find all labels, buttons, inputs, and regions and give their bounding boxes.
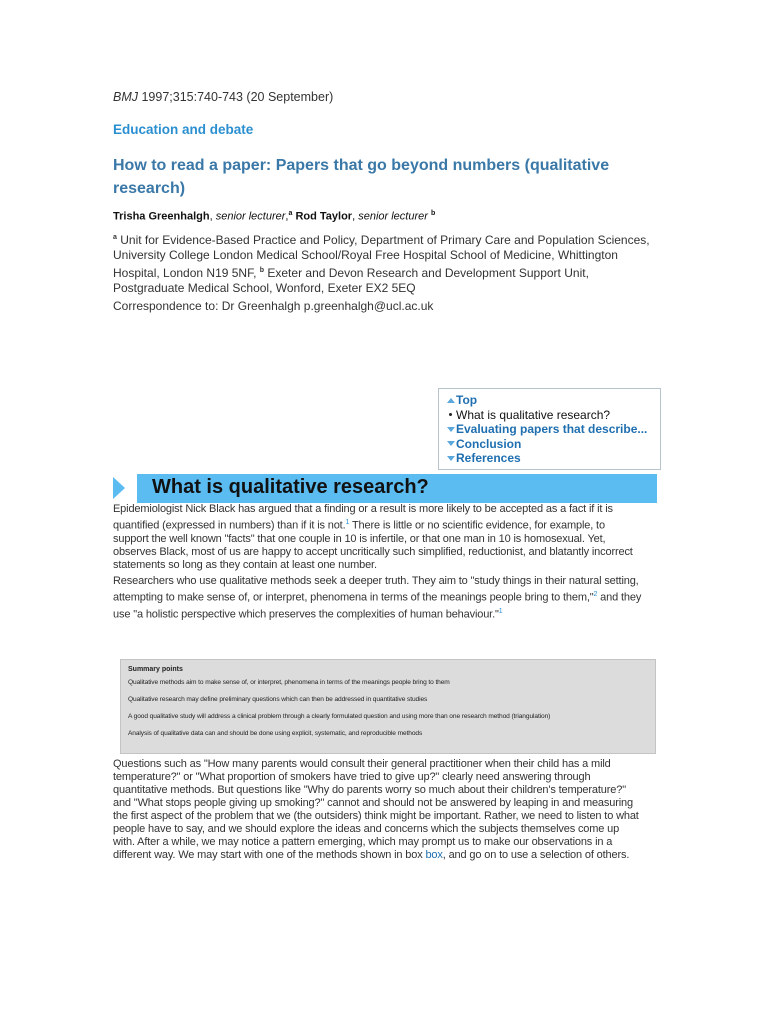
- paragraph-3-text-a: Questions such as "How many parents would consult their general practitioner when their child has a mild temperature?" or "What proportion of smokers have tried to give up?" clearly need answering through quantitative methods. But questions like "Why do parents worry so much about their children's temperature?" and "What stops people giving up smoking?" cannot and should not be answered by leaping in and measuring the first aspect of the problem that we (the outsiders) think might be important. Rather, we need to listen to what people have to say, and we should explore the ideas and concerns which the subjects themselves come up with. After a while, we may notice a pattern emerging, which may prompt us to make our observations in a different way. We may start with one of the methods shown in box: [113, 758, 639, 861]
- summary-item: A good qualitative study will address a clinical problem through a clearly formulated question and using more than one research method (triangulation): [128, 713, 551, 720]
- affil-a-sup: a: [113, 234, 117, 241]
- paragraph-1: [113, 503, 643, 572]
- citation-details: 1997;315:740-743 (20 September): [138, 90, 334, 104]
- section-label: Education and debate: [113, 122, 254, 137]
- toc-top-link[interactable]: [447, 393, 660, 408]
- author-1-name: Trisha Greenhalgh: [113, 210, 210, 223]
- box-link[interactable]: box: [425, 849, 443, 861]
- paragraph-2-text-b: and they use "a holistic perspective which preserves the complexities of human behaviour.": [113, 591, 642, 621]
- paragraph-3: [113, 758, 643, 862]
- toc-conclusion-label: Conclusion: [456, 436, 522, 451]
- summary-item: Qualitative research may define preliminary questions which can then be addressed in quantitative studies: [128, 696, 428, 703]
- correspondence: Correspondence to: Dr Greenhalgh p.greenhalgh@ucl.ac.uk: [113, 299, 434, 313]
- arrow-down-icon: [447, 441, 455, 446]
- citation: [113, 90, 333, 104]
- author-1-affil-sup: a: [288, 210, 293, 217]
- summary-title: Summary points: [128, 666, 183, 673]
- paragraph-1-text-a: Epidemiologist Nick Black has argued that a finding or a result is more likely to be accepted as a fact if it is quantified (expressed in numbers) than if it is not.: [113, 503, 613, 532]
- paragraph-3-text-b: , and go on to use a selection of others.: [442, 849, 630, 861]
- article-title: How to read a paper: Papers that go beyond numbers (qualitative research): [113, 157, 610, 197]
- arrow-right-icon: [113, 477, 125, 499]
- affil-a-text: Unit for Evidence-Based Practice and Policy, Department of Primary Care and Population Sciences, University College London Medical School/Royal Free Hospital School of Medicine, Whittington Hospital, London N19 5NF,: [113, 233, 650, 280]
- affiliations: [113, 230, 653, 296]
- section-heading: What is qualitative research?: [152, 476, 429, 498]
- bullet-icon: [449, 413, 452, 416]
- toc-current-item: [447, 408, 660, 423]
- toc-evaluating-link[interactable]: [447, 422, 660, 437]
- affil-b-sup: b: [259, 267, 265, 274]
- affil-b-text: Exeter and Devon Research and Development Support Unit, Postgraduate Medical School, Wonford, Exeter EX2 5EQ: [113, 266, 589, 295]
- arrow-down-icon: [447, 456, 455, 461]
- paragraph-1-text-b: There is little or no scientific evidence, for example, to support the well known "facts" that one couple in 10 is infertile, or that one man in 10 is homosexual. Yet, observes Black, most of us are happy to accept uncritically such simplified, reductionist, and blatantly incorrect statements so long as they contain at least one number.: [113, 519, 633, 571]
- reference-1-link[interactable]: 1: [498, 607, 503, 615]
- paragraph-2-text-a: Researchers who use qualitative methods seek a deeper truth. They aim to "study things in their natural setting, attempting to make sense of, or interpret, phenomena in terms of the meanings people bring to them,": [113, 575, 639, 604]
- authors: Trisha Greenhalgh, senior lecturer,$^a$ Rod Taylor, senior lecturer $^b$: [113, 210, 436, 223]
- author-2-affil-sup: b: [430, 210, 436, 217]
- author-2-role: senior lecturer: [358, 210, 428, 223]
- summary-points-box: [120, 659, 656, 754]
- summary-item: Analysis of qualitative data can and should be done using explicit, systematic, and reproducible methods: [128, 730, 423, 737]
- author-2-name: Rod Taylor: [295, 210, 353, 223]
- arrow-down-icon: [447, 427, 455, 432]
- toc-top-label: Top: [456, 393, 478, 408]
- toc-references-label: References: [456, 451, 521, 466]
- paragraph-2: [113, 575, 643, 621]
- toc-conclusion-link[interactable]: [447, 437, 660, 452]
- toc-current-label: What is qualitative research?: [456, 407, 611, 422]
- toc-references-link[interactable]: [447, 451, 660, 466]
- toc-evaluating-label: Evaluating papers that describe...: [456, 422, 648, 437]
- summary-item: Qualitative methods aim to make sense of, or interpret, phenomena in terms of the meanings people bring to them: [128, 679, 450, 686]
- reference-1-link[interactable]: 1: [345, 519, 350, 526]
- journal-name: BMJ: [113, 90, 138, 104]
- author-1-role: senior lecturer: [215, 210, 286, 223]
- arrow-up-icon: [447, 398, 455, 403]
- reference-2-link[interactable]: 2: [593, 591, 598, 598]
- table-of-contents: [438, 388, 661, 470]
